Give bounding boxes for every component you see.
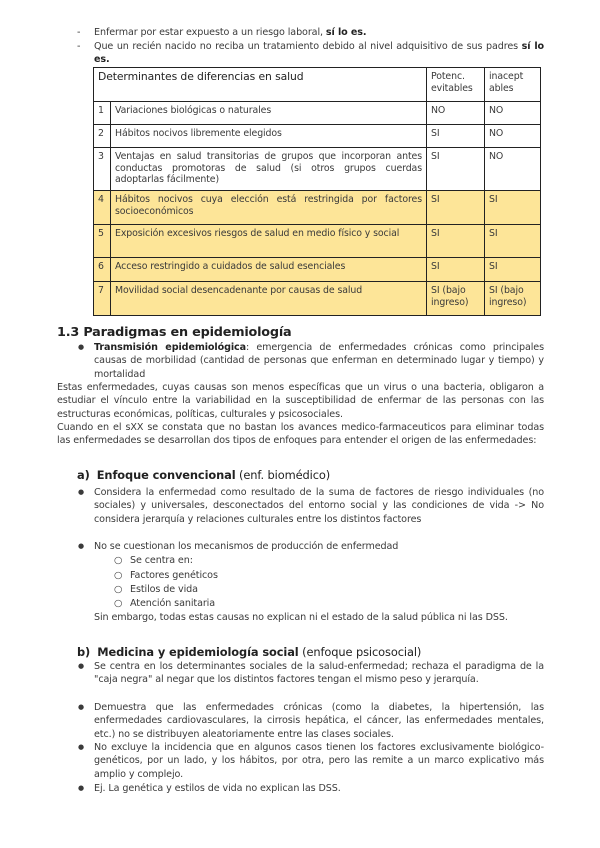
row-inacept: NO (485, 125, 541, 148)
b-bullet: Demuestra que las enfermedades crónicas (como la diabetes, la hipertensión, las enfermedades cardiovasculares, la cirrosis hepática, el cáncer, las enfermedades mentales, etc.) no se distribuyen aleatoriamente entre las clases sociales. (94, 702, 544, 740)
row-description: Exposición excesivos riesgos de salud en medio físico y social (111, 225, 427, 258)
table-row (94, 191, 541, 225)
heading-b: b) Medicina y epidemiología social (enfoque psicosocial) (77, 645, 422, 659)
b-bullet: Ej. La genética y estilos de vida no explican las DSS. (94, 783, 341, 794)
row-description: Movilidad social desencadenante por causas de salud (111, 282, 427, 316)
dash-bullet: - (77, 27, 81, 38)
circle-bullet-icon: ○ (114, 598, 123, 609)
circle-bullet-icon: ○ (114, 555, 123, 566)
row-number: 3 (94, 148, 111, 191)
row-number: 4 (94, 191, 111, 225)
determinants-table (93, 67, 541, 316)
intro-line-1: Enfermar por estar expuesto a un riesgo laboral, sí lo es. (94, 27, 367, 38)
row-description: Ventajas en salud transitorias de grupos que incorporan antes conductas promotoras de salud (si otros grupos cuerdas adoptarlas fácilmente) (111, 148, 427, 191)
b-bullet: No excluye la incidencia que en algunos casos tienen los factores exclusivamente biológico-genéticos, por un lado, y los hábitos, por otra, pero las remite a un marco explicativo más amplio y complejo. (94, 742, 544, 780)
bullet-icon: ● (78, 542, 85, 550)
row-inacept: SI (485, 258, 541, 282)
row-potenc: SI (427, 125, 485, 148)
table-row (94, 102, 541, 125)
intro-line-2: Que un recién nacido no reciba un tratamiento debido al nivel adquisitivo de sus padres sí lo es. (94, 41, 545, 65)
row-potenc: NO (427, 102, 485, 125)
table-row (94, 125, 541, 148)
table-row (94, 258, 541, 282)
row-potenc: SI (427, 258, 485, 282)
row-number: 2 (94, 125, 111, 148)
table-row (94, 225, 541, 258)
a-bullet-1: Considera la enfermedad como resultado de la suma de factores de riesgo individuales (no sociales) y universales, desconectados del entorno social y las condiciones de vida -> No considera jerarquía y relaciones culturales entre los distintos factores (94, 487, 544, 525)
dash-bullet: - (77, 41, 81, 52)
a-bullet-2: No se cuestionan los mecanismos de producción de enfermedad (94, 541, 399, 552)
row-number: 6 (94, 258, 111, 282)
row-inacept: SI (485, 225, 541, 258)
row-potenc: SI (bajo ingreso) (427, 282, 485, 316)
table-row (94, 282, 541, 316)
sub-item: Se centra en: (130, 555, 193, 566)
paragraph-1: Estas enfermedades, cuyas causas son menos específicas que un virus o una bacteria, obligaron a estudiar el vínculo entre la variabilidad en la susceptibilidad de enfermar de las personas con las estructuras económicas, políticas, culturales y psicosociales. (57, 382, 544, 420)
section-title: 1.3 Paradigmas en epidemiología (57, 325, 292, 340)
heading-a: a) Enfoque convencional (enf. biomédico) (77, 468, 331, 482)
bullet-icon: ● (78, 488, 85, 496)
row-number: 5 (94, 225, 111, 258)
bullet-icon: ● (78, 784, 85, 792)
table-row (94, 148, 541, 191)
header-determinantes: Determinantes de diferencias en salud (94, 68, 427, 102)
row-description: Hábitos nocivos libremente elegidos (111, 125, 427, 148)
paragraph-2: Cuando en el sXX se constata que no bastan los avances medico-farmaceuticos para eliminar todas las enfermedades se desarrollan dos tipos de enfoques para entender el origen de las enfermedades: (57, 422, 544, 447)
row-description: Acceso restringido a cuidados de salud esenciales (111, 258, 427, 282)
transmision-paragraph: Transmisión epidemiológica: emergencia de enfermedades crónicas como principales causas de morbilidad (cantidad de personas que enferman en determinado lugar y tiempo) y mortalidad (94, 342, 544, 380)
row-description: Hábitos nocivos cuya elección está restringida por factores socioeconómicos (111, 191, 427, 225)
header-potenc: Potenc. evitables (427, 68, 485, 102)
circle-bullet-icon: ○ (114, 584, 123, 595)
sub-item: Atención sanitaria (130, 598, 216, 609)
bullet-icon: ● (78, 662, 85, 670)
row-inacept: SI (bajo ingreso) (485, 282, 541, 316)
row-description: Variaciones biológicas o naturales (111, 102, 427, 125)
circle-bullet-icon: ○ (114, 570, 123, 581)
table-header-row (94, 68, 541, 102)
row-inacept: SI (485, 191, 541, 225)
bullet-icon: ● (78, 743, 85, 751)
row-potenc: SI (427, 148, 485, 191)
sub-item: Factores genéticos (130, 570, 218, 581)
row-inacept: NO (485, 102, 541, 125)
row-number: 1 (94, 102, 111, 125)
bullet-icon: ● (78, 703, 85, 711)
b-bullet: Se centra en los determinantes sociales de la salud-enfermedad; rechaza el paradigma de la "caja negra" al negar que los distintos factores tengan el mismo peso y jerarquía. (94, 661, 544, 686)
row-potenc: SI (427, 225, 485, 258)
row-inacept: NO (485, 148, 541, 191)
row-number: 7 (94, 282, 111, 316)
sub-item: Estilos de vida (130, 584, 198, 595)
bullet-icon: ● (78, 343, 85, 351)
a-note: Sin embargo, todas estas causas no explican ni el estado de la salud pública ni las DSS. (94, 612, 508, 623)
row-potenc: SI (427, 191, 485, 225)
header-inacept: inacept ables (485, 68, 541, 102)
